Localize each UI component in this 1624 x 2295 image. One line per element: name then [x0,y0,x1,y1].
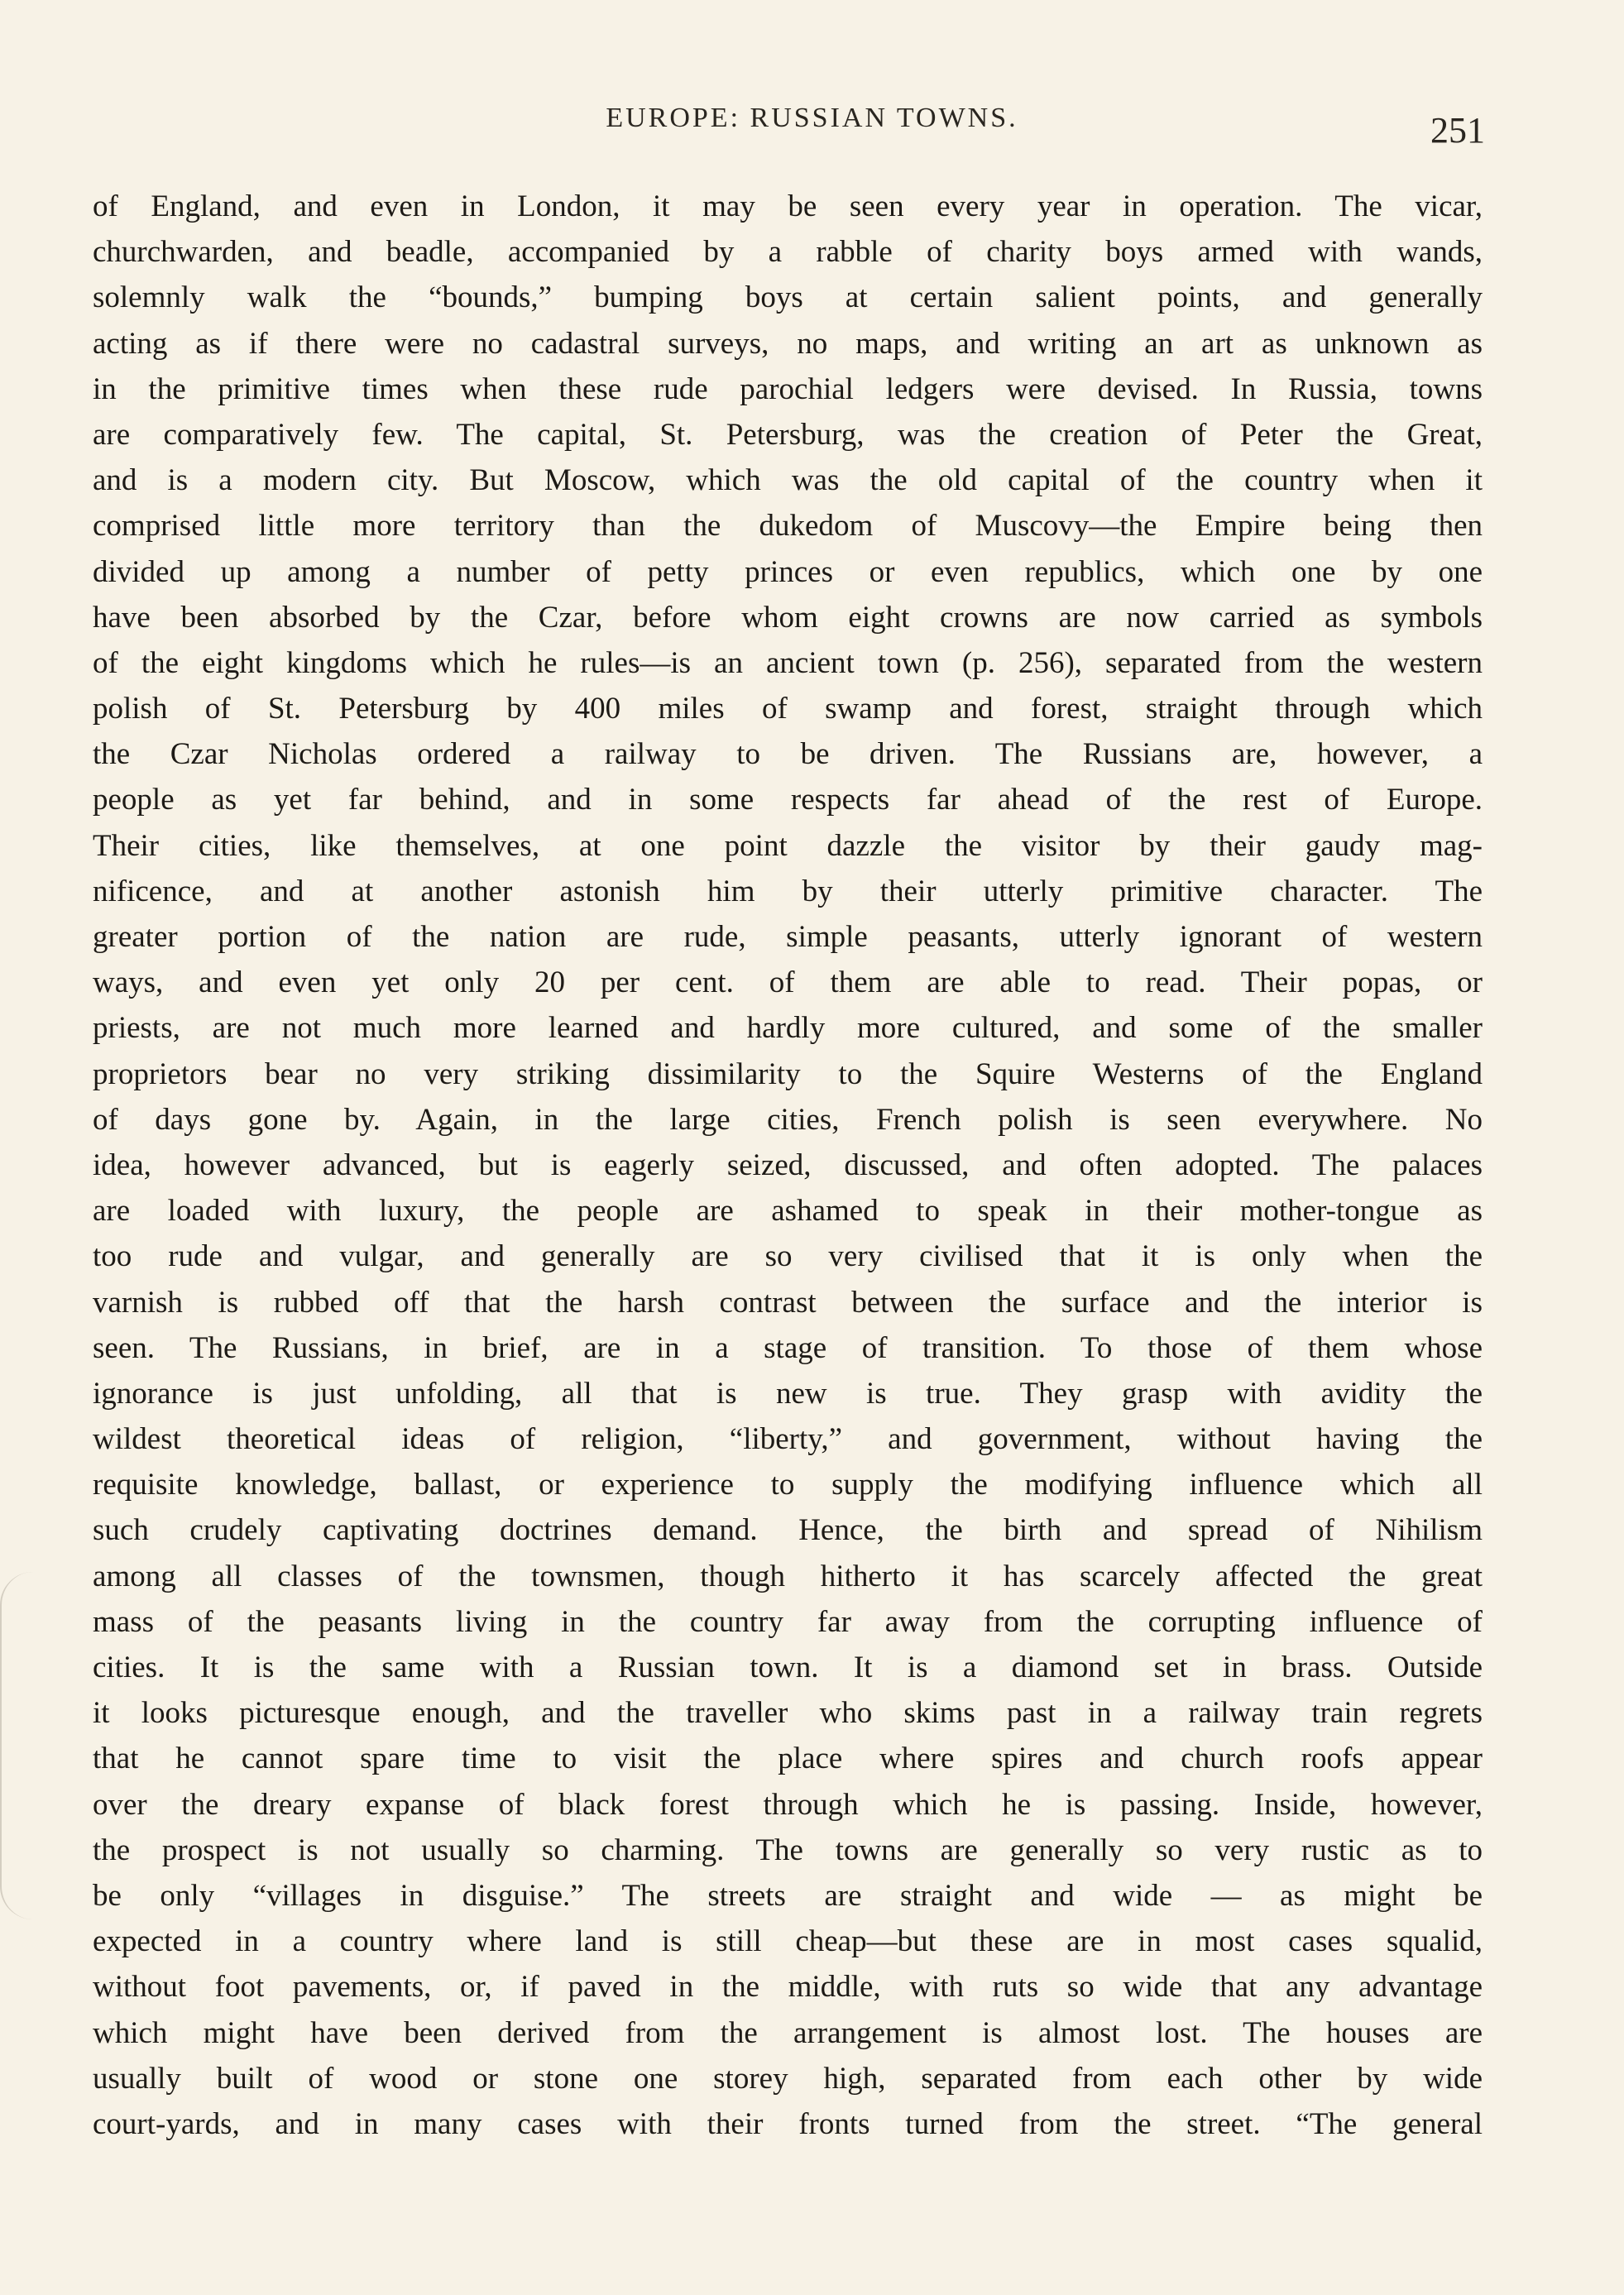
text-line: solemnly walk the “bounds,” bumping boys at certain salient points, and generally [93,280,1483,315]
text-line: are loaded with luxury, the people are ashamed to speak in their mother-tongue as [93,1194,1483,1229]
text-line: among all classes of the townsmen, though hitherto it has scarcely affected the great [93,1559,1483,1593]
text-line: and is a modern city. But Moscow, which was the old capital of the country when it [93,463,1483,498]
text-line: acting as if there were no cadastral surveys, no maps, and writing an art as unknown as [93,326,1483,361]
margin-stain [0,1572,51,1919]
text-line: in the primitive times when these rude parochial ledgers were devised. In Russia, towns [93,371,1483,406]
text-line: be only “villages in disguise.” The streets are straight and wide — as might be [93,1878,1483,1913]
text-line: nificence, and at another astonish him by their utterly primitive character. The [93,874,1483,908]
text-line: too rude and vulgar, and generally are so very civilised that it is only when the [93,1239,1483,1274]
running-head: EUROPE: RUSSIAN TOWNS. [606,103,1018,133]
text-line: without foot pavements, or, if paved in the middle, with ruts so wide that any advantage [93,1970,1483,2005]
text-line: requisite knowledge, ballast, or experience to supply the modifying influence which all [93,1468,1483,1502]
text-line: usually built of wood or stone one storey high, separated from each other by wide [93,2061,1483,2096]
text-line: priests, are not much more learned and hardly more cultured, and some of the smaller [93,1011,1483,1046]
text-line: expected in a country where land is still cheap—but these are in most cases squalid, [93,1924,1483,1959]
text-line: the Czar Nicholas ordered a railway to be driven. The Russians are, however, a [93,737,1483,772]
page-header [0,98,1624,151]
text-line: Their cities, like themselves, at one point dazzle the visitor by their gaudy mag- [93,828,1483,863]
text-line: churchwarden, and beadle, accompanied by a rabble of charity boys armed with wands, [93,235,1483,270]
text-line: are comparatively few. The capital, St. Petersburg, was the creation of Peter the Great, [93,417,1483,452]
text-line: varnish is rubbed off that the harsh contrast between the surface and the interior is [93,1285,1483,1320]
text-line: such crudely captivating doctrines demand. Hence, the birth and spread of Nihilism [93,1513,1483,1548]
text-line: proprietors bear no very striking dissimilarity to the Squire Westerns of the England [93,1056,1483,1091]
text-line: the prospect is not usually so charming. The towns are generally so very rustic as to [93,1833,1483,1867]
text-line: mass of the peasants living in the country far away from the corrupting influence of [93,1604,1483,1639]
text-line: that he cannot spare time to visit the place where spires and church roofs appear [93,1742,1483,1776]
text-line: it looks picturesque enough, and the traveller who skims past in a railway train regrets [93,1696,1483,1731]
text-line: divided up among a number of petty princes or even republics, which one by one [93,554,1483,589]
text-line: of the eight kingdoms which he rules—is an ancient town (p. 256), separated from the western [93,645,1483,680]
text-line: people as yet far behind, and in some respects far ahead of the rest of Europe. [93,783,1483,817]
text-line: wildest theoretical ideas of religion, “liberty,” and government, without having the [93,1422,1483,1457]
text-line: of England, and even in London, it may be seen every year in operation. The vicar, [93,189,1483,223]
text-line: court-yards, and in many cases with their fronts turned from the street. “The general [93,2106,1483,2141]
text-line: of days gone by. Again, in the large cities, French polish is seen everywhere. No [93,1102,1483,1137]
text-line: over the dreary expanse of black forest through which he is passing. Inside, however, [93,1787,1483,1822]
text-line: greater portion of the nation are rude, simple peasants, utterly ignorant of western [93,920,1483,954]
text-line: ignorance is just unfolding, all that is new is true. They grasp with avidity the [93,1376,1483,1411]
text-line: seen. The Russians, in brief, are in a stage of transition. To those of them whose [93,1330,1483,1365]
text-line: ways, and even yet only 20 per cent. of them are able to read. Their popas, or [93,965,1483,1000]
text-line: have been absorbed by the Czar, before whom eight crowns are now carried as symbols [93,600,1483,635]
text-line: idea, however advanced, but is eagerly seized, discussed, and often adopted. The palaces [93,1148,1483,1182]
page-number: 251 [1430,110,1485,151]
text-line: polish of St. Petersburg by 400 miles of swamp and forest, straight through which [93,692,1483,726]
text-line: comprised little more territory than the dukedom of Muscovy—the Empire being then [93,509,1483,544]
text-line: cities. It is the same with a Russian town. It is a diamond set in brass. Outside [93,1651,1483,1684]
body-text [93,184,1483,2147]
text-line: which might have been derived from the arrangement is almost lost. The houses are [93,2015,1483,2050]
